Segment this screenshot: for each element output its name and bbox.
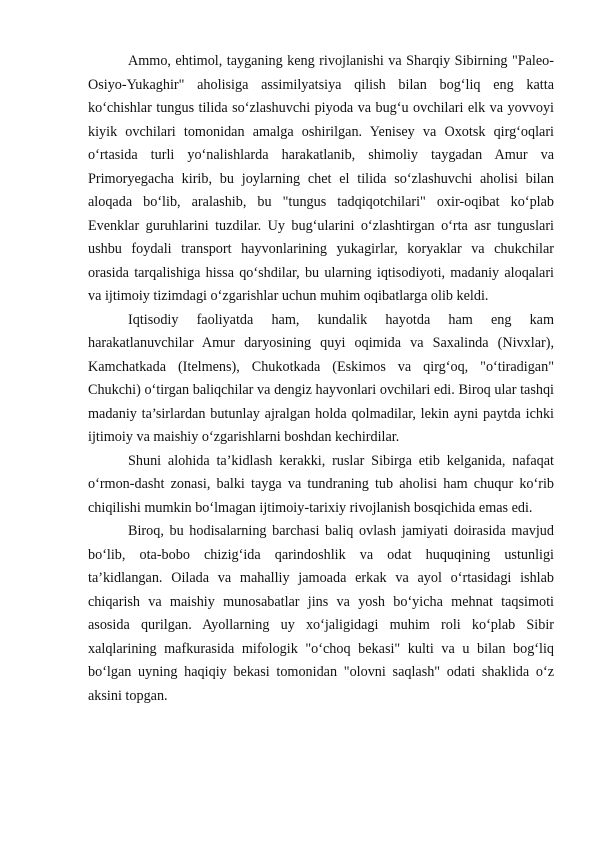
paragraph-kinship-family: Biroq, bu hodisalarning barchasi baliq ovlash jamiyati doirasida mavjud bo‘lib, ota-bobo chizig‘ida qarindoshlik va odat huquqining ustunligi ta’kidlangan. Oilada va mahalliy jamoada erkak va ayol o‘rtasidagi ishlab chiqarish va maishiy munosabatlar jins va yosh bo‘yicha mehnat taqsimoti asosida qurilgan. Ayollarning uy xo‘jaligidagi muhim roli ko‘plab Sibir xalqlarining mafkurasida mifologik "o‘choq bekasi" kulti va u bilan bog‘liq bo‘lgan uyning haqiqiy bekasi tomonidan "olovni saqlash" odati shaklida o‘z aksini topgan.	[88, 523, 554, 704]
paragraph-social-development: Shuni alohida ta’kidlash kerakki, ruslar Sibirga etib kelganida, nafaqat o‘rmon-dasht zonasi, balki tayga va tundraning tub aholisi ham chuqur ko‘rib chiqilishi mumkin bo‘lmagan ijtimoiy-tarixiy rivojlanish bosqichida emas edi.	[88, 452, 554, 516]
paragraph-sedentary-fishers: Iqtisodiy faoliyatda ham, kundalik hayotda ham eng kam harakatlanuvchilar Amur daryosining quyi oqimida va Saxalinda (Nivxlar), Kamchatkada (Itelmens), Chukotkada (Eskimos va qirg‘oq, "o‘tiradigan" Chukchi) o‘tirgan baliqchilar va dengiz hayvonlari ovchilari edi. Biroq ular tashqi madaniy ta’sirlardan butunlay ajralgan holda qolmadilar, lekin ayni paytda ichki ijtimoiy va maishiy o‘zgarishlarni boshdan kechirdilar.	[88, 311, 554, 445]
paragraph-migration: Ammo, ehtimol, tayganing keng rivojlanishi va Sharqiy Sibirning "Paleo-Osiyo-Yukaghir" aholisiga assimilyatsiya qilish bilan bog‘liq eng katta ko‘chishlar tungus tilida so‘zlashuvchi piyoda va bug‘u ovchilari elk va yovvoyi kiyik ovchilari tomonidan amalga oshirilgan. Yenisey va Oxotsk qirg‘oqlari o‘rtasida turli yo‘nalishlarda harakatlanib, shimoliy taygadan Amur va Primoryegacha kirib, bu joylarning chet el tilida so‘zlashuvchi aholisi bilan aloqada bo‘lib, aralashib, bu "tungus tadqiqotchilari" oxir-oqibat ko‘plab Evenklar guruhlarini tuzdilar. Uy bug‘ularini o‘zlashtirgan o‘rta asr tunguslari ushbu foydali transport hayvonlarining yukagirlar, koryaklar va chukchilar orasida tarqalishiga hissa qo‘shdilar, bu ularning iqtisodiyoti, madaniy aloqalari va ijtimoiy tizimdagi o‘zgarishlar uchun muhim oqibatlarga olib keldi.	[88, 53, 554, 304]
document-body	[88, 50, 554, 708]
